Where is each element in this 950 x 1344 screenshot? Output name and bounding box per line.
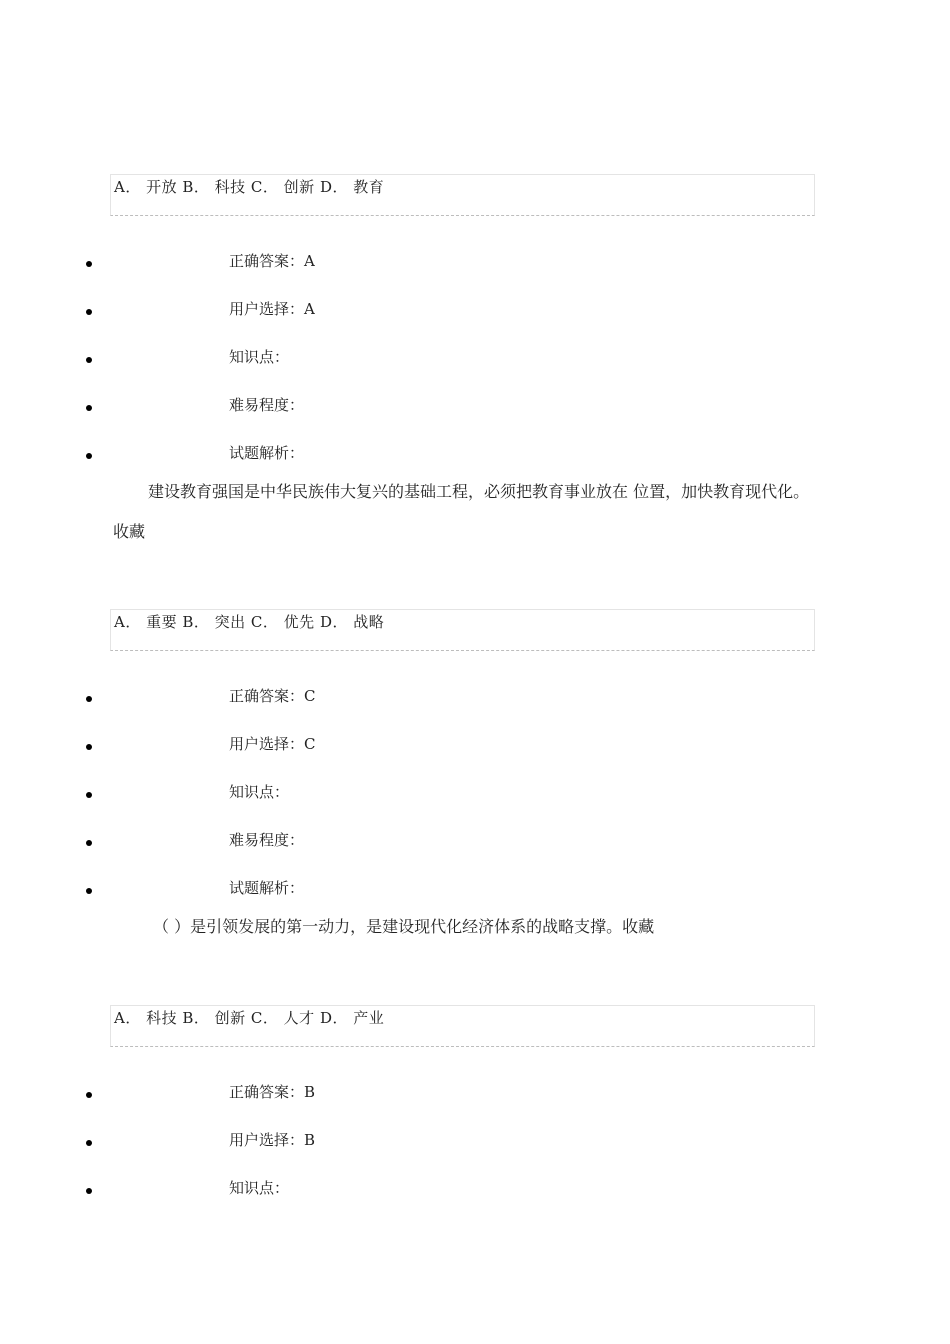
list-item: [0, 442, 950, 466]
bullet-icon: [86, 357, 92, 363]
user-choice: 用户选择：C: [229, 735, 316, 753]
list-item: [0, 298, 950, 322]
difficulty: 难易程度：: [229, 396, 305, 414]
list-item: [0, 685, 950, 709]
options-box-q1: [110, 174, 815, 216]
correct-answer: 正确答案：C: [229, 687, 316, 705]
question-text: （ ）是引领发展的第一动力，是建设现代化经济体系的战略支撑。收藏: [153, 917, 655, 936]
list-item: [0, 394, 950, 418]
bullet-icon: [86, 453, 92, 459]
list-item: [0, 733, 950, 757]
bullet-icon: [86, 1092, 92, 1098]
options-text: A． 科技 B． 创新 C． 人才 D． 产业: [114, 1009, 385, 1027]
list-item: [0, 346, 950, 370]
question-text: 建设教育强国是中华民族伟大复兴的基础工程，必须把教育事业放在 位置，加快教育现代化。: [148, 482, 810, 501]
bullet-icon: [86, 261, 92, 267]
list-item: [0, 250, 950, 274]
bullet-icon: [86, 888, 92, 894]
list-item: [0, 829, 950, 853]
list-item: [0, 877, 950, 901]
options-text: A． 重要 B． 突出 C． 优先 D． 战略: [114, 613, 385, 631]
bullet-icon: [86, 309, 92, 315]
difficulty: 难易程度：: [229, 831, 305, 849]
favorite-link[interactable]: 收藏: [113, 522, 146, 541]
options-box-q2: [110, 609, 815, 651]
knowledge-point: 知识点：: [229, 783, 290, 801]
correct-answer: 正确答案：A: [229, 252, 315, 270]
bullet-icon: [86, 840, 92, 846]
bullet-icon: [86, 744, 92, 750]
bullet-icon: [86, 792, 92, 798]
list-item: [0, 781, 950, 805]
options-text: A． 开放 B． 科技 C． 创新 D． 教育: [114, 178, 385, 196]
options-box-q3: [110, 1005, 815, 1047]
list-item: [0, 1129, 950, 1153]
bullet-icon: [86, 1188, 92, 1194]
user-choice: 用户选择：A: [229, 300, 315, 318]
user-choice: 用户选择：B: [229, 1131, 316, 1149]
correct-answer: 正确答案：B: [229, 1083, 316, 1101]
bullet-icon: [86, 405, 92, 411]
knowledge-point: 知识点：: [229, 348, 290, 366]
knowledge-point: 知识点：: [229, 1179, 290, 1197]
list-item: [0, 1081, 950, 1105]
bullet-icon: [86, 696, 92, 702]
bullet-icon: [86, 1140, 92, 1146]
analysis: 试题解析：: [229, 879, 305, 897]
list-item: [0, 1177, 950, 1201]
analysis: 试题解析：: [229, 444, 305, 462]
